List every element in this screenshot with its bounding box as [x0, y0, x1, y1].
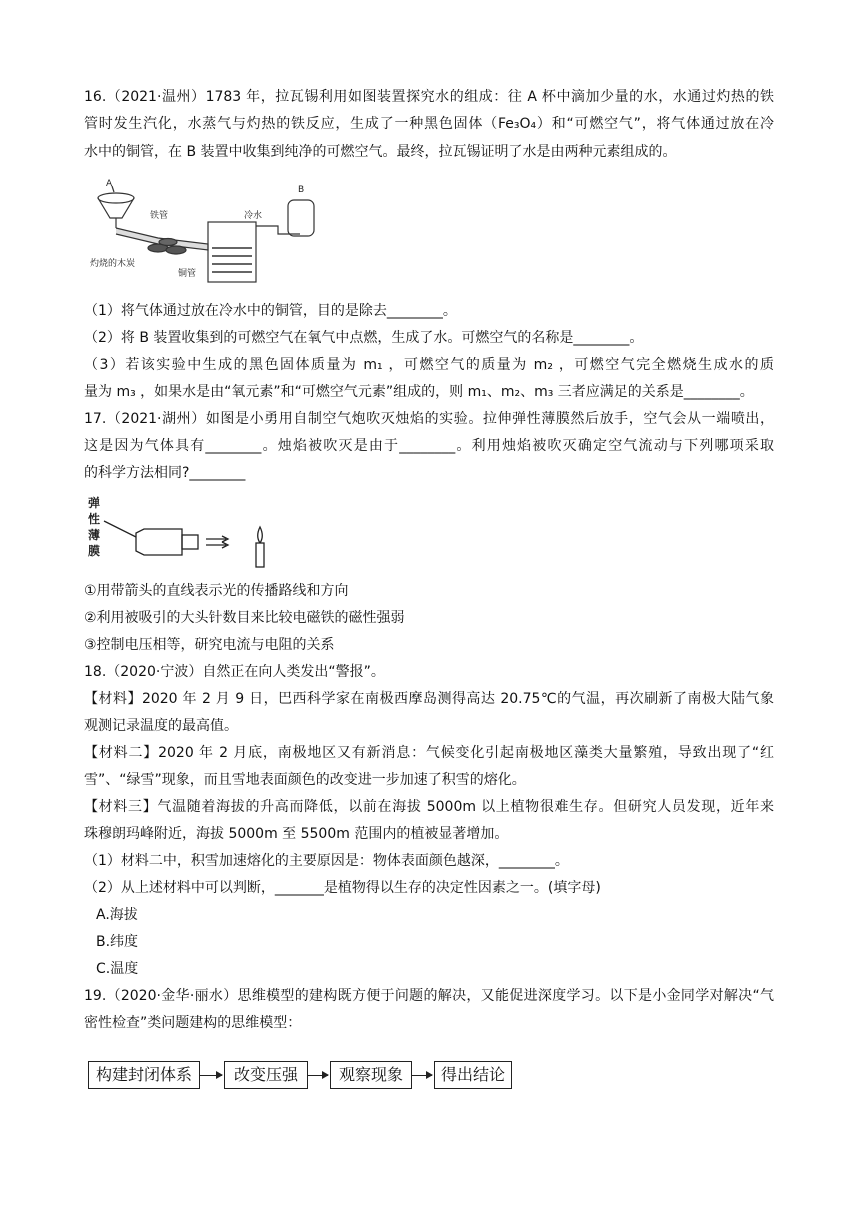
membrane-label-1: 弹	[88, 496, 101, 510]
q18-choice-a: A.海拔	[96, 907, 138, 923]
q17-option-1: ①用带箭头的直线表示光的传播路线和方向	[84, 583, 349, 599]
q18-material-2-line-1: 【材料二】2020 年 2 月底，南极地区又有新消息：气候变化引起南极地区藻类大量繁殖，导致出现了“红	[84, 745, 774, 761]
candle-flame	[258, 527, 263, 543]
q17-stem-line-3: 的科学方法相同?________	[84, 465, 246, 481]
flow-step-2: 改变压强	[224, 1061, 308, 1089]
flow-step-3: 观察现象	[330, 1061, 412, 1089]
q18-material-3-line-1: 【材料三】气温随着海拔的升高而降低，以前在海拔 5000m 以上植物很难生存。但研究人员发现，近年来	[84, 799, 774, 815]
q16-stem-line-1: 16.（2021·温州）1783 年，拉瓦锡利用如图装置探究水的组成：往 A 杯中滴加少量的水，水通过灼热的铁	[84, 89, 774, 105]
label-charcoal: 灼烧的木炭	[90, 259, 136, 269]
flow-arrow-1	[200, 1075, 222, 1076]
q16-stem-line-2: 管时发生汽化，水蒸气与灼热的铁反应，生成了一种黑色固体（Fe₃O₄）和“可燃空气”，将气体通过放在冷	[84, 116, 774, 132]
air-cannon-body	[136, 529, 182, 555]
q18-sub-2: （2）从上述材料中可以判断，_______是植物得以生存的决定性因素之一。(填字母)	[84, 880, 601, 896]
q16-sub-1: （1）将气体通过放在冷水中的铜管，目的是除去________。	[84, 303, 457, 319]
membrane-label-4: 膜	[88, 544, 101, 558]
membrane-label-3: 薄	[88, 528, 101, 542]
q16-sub-2: （2）将 B 装置收集到的可燃空气在氧气中点燃，生成了水。可燃空气的名称是________。	[84, 330, 644, 346]
q18-stem: 18.（2020·宁波）自然正在向人类发出“警报”。	[84, 664, 385, 680]
q18-material-3-line-2: 珠穆朗玛峰附近，海拔 5000m 至 5500m 范围内的植被显著增加。	[84, 826, 509, 842]
q16-sub-3-line-1: （3）若该实验中生成的黑色固体质量为 m₁ ，可燃空气的质量为 m₂ ，可燃空气完全燃烧生成水的质	[84, 357, 774, 373]
q17-option-2: ②利用被吸引的大头针数目来比较电磁铁的磁性强弱	[84, 610, 405, 626]
membrane-pointer	[104, 521, 136, 537]
q17-option-3: ③控制电压相等，研究电流与电阻的关系	[84, 637, 335, 653]
membrane-label-2: 性	[88, 512, 101, 526]
q18-choice-c: C.温度	[96, 961, 139, 977]
label-copper-tube: 铜管	[178, 269, 197, 279]
q17-stem-line-1: 17.（2021·湖州）如图是小勇用自制空气炮吹灭烛焰的实验。拉伸弹性薄膜然后放手，空气会从一端喷出，	[84, 411, 774, 427]
q18-material-1-line-2: 观测记录温度的最高值。	[84, 718, 238, 734]
flow-arrow-3	[412, 1075, 432, 1076]
q18-material-1-line-1: 【材料】2020 年 2 月 9 日，巴西科学家在南极西摩岛测得高达 20.75℃的气温，再次刷新了南极大陆气象	[84, 691, 774, 707]
q17-stem-line-2: 这是因为气体具有________。烛焰被吹灭是由于________。利用烛焰被吹灭确定空气流动与下列哪项采取	[84, 438, 774, 454]
air-cannon-nozzle	[182, 535, 198, 549]
q16-apparatus-figure	[88, 178, 328, 290]
q18-material-2-line-2: 雪”、“绿雪”现象，而且雪地表面颜色的改变进一步加速了积雪的熔化。	[84, 772, 526, 788]
copper-coil	[212, 248, 252, 272]
q17-air-cannon-figure	[86, 493, 286, 571]
label-a: A	[106, 179, 113, 189]
q18-sub-1: （1）材料二中，积雪加速熔化的主要原因是：物体表面颜色越深，________。	[84, 853, 569, 869]
label-b: B	[298, 185, 305, 195]
q16-sub-3-line-2: 量为 m₃ ，如果水是由“氧元素”和“可燃空气元素”组成的，则 m₁、m₂、m₃ 三者应满足的关系是________。	[84, 384, 754, 400]
q16-stem-line-3: 水中的铜管，在 B 装置中收集到纯净的可燃空气。最终，拉瓦锡证明了水是由两种元素组成的。	[84, 144, 677, 160]
water-tank	[208, 222, 256, 282]
flow-step-1: 构建封闭体系	[88, 1061, 200, 1089]
label-iron-tube: 铁管	[150, 211, 169, 221]
vessel-b	[288, 200, 314, 236]
q19-stem-line-2: 密性检查”类问题建构的思维模型：	[84, 1015, 302, 1031]
flow-step-4: 得出结论	[434, 1061, 512, 1089]
label-cold-water: 冷水	[244, 211, 263, 221]
q18-choice-b: B.纬度	[96, 934, 139, 950]
funnel-a-rim	[98, 193, 134, 203]
flow-arrow-2	[308, 1075, 328, 1076]
q19-stem-line-1: 19.（2020·金华·丽水）思维模型的建构既方便于问题的解决，又能促进深度学习。以下是小金同学对解决“气	[84, 988, 774, 1004]
candle	[256, 543, 264, 567]
